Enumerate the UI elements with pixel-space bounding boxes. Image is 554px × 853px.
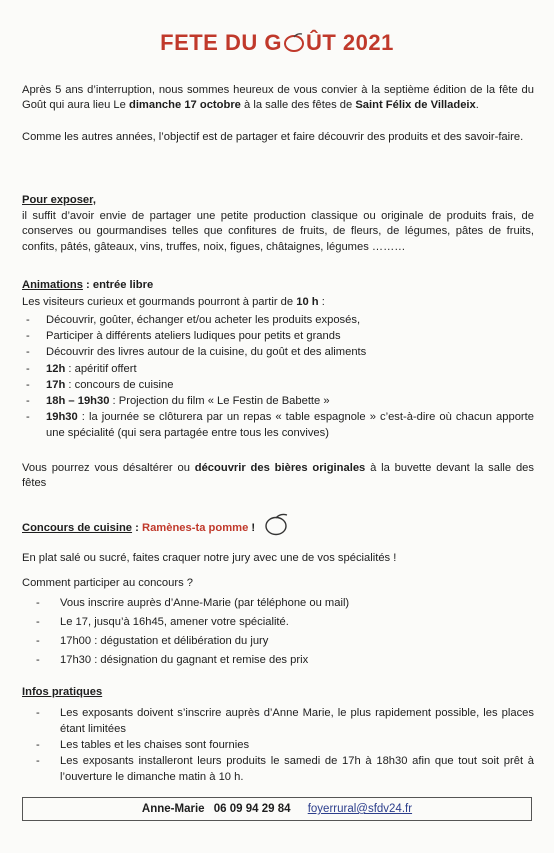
event-date: dimanche 17 octobre [128, 99, 241, 112]
buvette-paragraph: Vous pourrez vous désaltérer ou découvrir des bières originales à la buvette devant la salle des fêtes [22, 462, 534, 490]
concours-tagline: Ramènes-ta pomme [142, 522, 249, 534]
list-item: - Découvrir, goûter, échanger et/ou acheter les produits exposés, [22, 312, 534, 328]
list-item: - Vous inscrire auprès d’Anne-Marie (par téléphone ou mail) [22, 594, 534, 613]
intro-text: Après 5 ans d’interruption, nous sommes heureux de vous convier à la septième édition de la fête du Goût qui aura lieu Le [22, 84, 534, 112]
infos-heading: Infos pratiques [22, 686, 103, 698]
exposer-text: il suffit d’avoir envie de partager une petite production classique ou originale de produits frais, de conserves ou gourmandises telles que confitures de fruits, de fleurs, de légumes, pâtes de fruits, confits, pâtés, gâteaux, vins, truffes, noix, figues, châtaignes, légumes ……… [22, 210, 534, 253]
apple-icon [282, 32, 306, 52]
list-item: - 17h30 : désignation du gagnant et remise des prix [22, 651, 534, 670]
exposer-heading: Pour exposer, [22, 194, 96, 206]
event-place: Saint Félix de Villadeix [355, 99, 476, 112]
list-item: - Les tables et les chaises sont fournies [22, 737, 534, 753]
animations-lead-text: : [318, 296, 325, 308]
animations-lead-time: 10 h [296, 296, 319, 308]
list-item: - Les exposants installeront leurs produits le samedi de 17h à 18h30 afin que tout soit prêt à l’ouverture le dimanche matin à 10 h. [22, 753, 534, 785]
intro-text: . [475, 99, 479, 112]
buvette-highlight: découvrir des bières originales [194, 462, 366, 474]
animations-heading-label: Animations [22, 279, 83, 291]
list-item: - 17h00 : dégustation et délibération du jury [22, 632, 534, 651]
list-item: - 19h30 : la journée se clôturera par un repas « table espagnole » c’est-à-dire où chacun apporte une spécialité (qui sera partagée entre tous les convives) [22, 409, 534, 441]
list-item: - 12h : apéritif offert [22, 361, 534, 377]
intro-text: à la salle des fêtes de [240, 99, 356, 112]
list-item: - Le 17, jusqu’à 16h45, amener votre spécialité. [22, 613, 534, 632]
concours-heading-label: Concours de cuisine [22, 522, 133, 534]
contact-email-link[interactable]: foyerrural@sfdv24.fr [307, 803, 413, 815]
page-title [0, 30, 554, 56]
concours-steps [22, 594, 534, 670]
list-item: - 18h – 19h30 : Projection du film « Le Festin de Babette » [22, 393, 534, 409]
list-item: - Découvrir des livres autour de la cuisine, du goût et des aliments [22, 344, 534, 360]
contact-phone[interactable]: 06 09 94 29 84 [213, 803, 291, 815]
contact-box [22, 797, 532, 821]
animations-heading-suffix: : entrée libre [82, 279, 154, 291]
list-item: - Participer à différents ateliers ludiques pour petits et grands [22, 328, 534, 344]
concours-heading: Concours de cuisine : Ramènes-ta pomme ! [22, 512, 534, 536]
intro-paragraph [22, 83, 534, 114]
list-item: - 17h : concours de cuisine [22, 377, 534, 393]
animations-lead [22, 295, 534, 310]
animations-heading [22, 278, 534, 293]
animations-list [22, 312, 534, 442]
infos-list [22, 705, 534, 785]
contact-name: Anne-Marie [141, 803, 205, 815]
title-part1: FETE DU G [160, 30, 282, 55]
list-item: - Les exposants doivent s’inscrire auprès d’Anne Marie, le plus rapidement possible, les places étant limitées [22, 705, 534, 737]
concours-intro: En plat salé ou sucré, faites craquer notre jury avec une de vos spécialités ! [22, 552, 397, 564]
concours-question: Comment participer au concours ? [22, 577, 193, 589]
intro-objective: Comme les autres années, l’objectif est de partager et faire découvrir des produits et des savoir-faire. [22, 131, 524, 143]
animations-lead-text: Les visiteurs curieux et gourmands pourront à partir de [22, 296, 297, 308]
apple-icon [264, 512, 290, 536]
title-part2: ÛT 2021 [305, 30, 394, 55]
